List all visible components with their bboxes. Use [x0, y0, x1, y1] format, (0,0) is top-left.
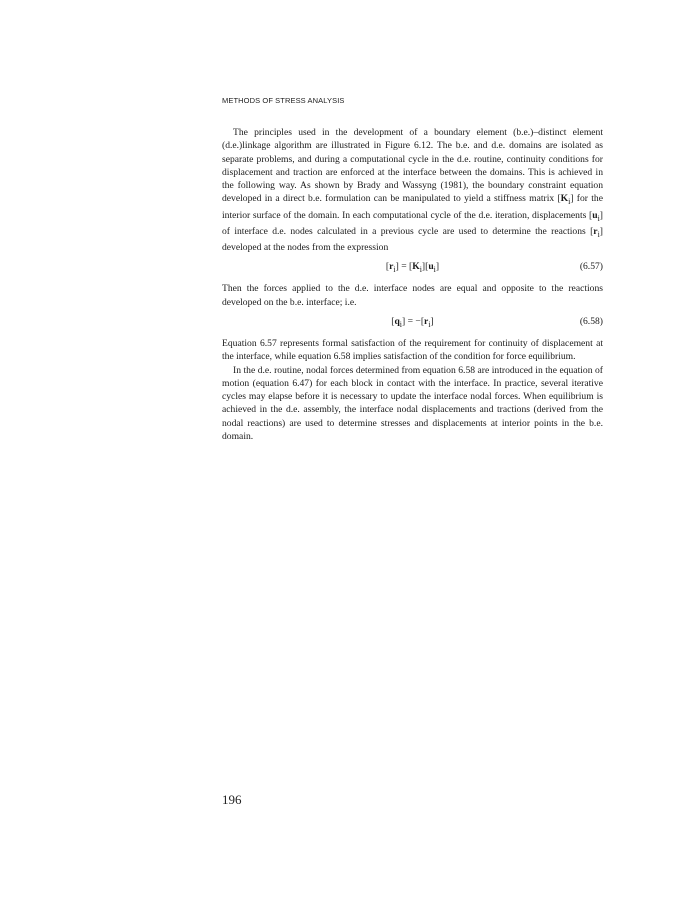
page-number: 196 [222, 792, 242, 807]
paragraph-de-routine: In the d.e. routine, nodal forces determined from equation 6.58 are introduced in the equation of motion (equation 6.47) for each block in contact with the interface. In practice, several iterative cycles may elapse before it is necessary to update the interface nodal forces. When equilibrium is achieved in the d.e. assembly, the interface nodal displacements and tractions (derived from the nodal reactions) are used to determine stresses and displacements at interior points in the b.e. domain. [222, 364, 603, 443]
equation-number: (6.57) [579, 261, 603, 273]
equation-number: (6.58) [579, 315, 603, 327]
paragraph-continuity: Equation 6.57 represents formal satisfaction of the requirement for continuity of displacement at the interface, while equation 6.58 implies satisfaction of the condition for force equilibrium. [222, 337, 603, 363]
equation-6-57 [222, 260, 603, 274]
equation-body: $[r_i] = [K_i][u_i]$ [385, 261, 440, 275]
equation-body: $[q_i] = -[r_i]$ [391, 315, 434, 329]
equation-6-58 [222, 315, 603, 329]
body-text [222, 126, 603, 443]
vector-u-symbol: u [592, 209, 598, 221]
paragraph-forces: Then the forces applied to the d.e. interface nodes are equal and opposite to the reactions developed on the b.e. interface; i.e. [222, 283, 603, 308]
matrix-k-symbol: K [560, 193, 569, 205]
paragraph-linkage-principles: The principles used in the development of a boundary element (b.e.)–distinct element (d.e.)linkage algorithm are illustrated in Figure 6.12. The b.e. and d.e. domains are isolated as separate problems, and during a computational cycle in the d.e. routine, continuity conditions for displacement and traction are enforced at the interface between the domains. This is achieved in the following way. As shown by Brady and Wassyng (1981), the boundary constraint equation developed in a direct b.e. formulation can be manipulated to yield a stiffness matrix $[K_i]$ for the interior surface of the domain. In each computational cycle of the d.e. iteration, displacements $[u_i]$ of interface d.e. nodes calculated in a previous cycle are used to determine the reactions $[r_i]$ developed at the nodes from the expression [222, 127, 603, 254]
running-head: METHODS OF STRESS ANALYSIS [222, 96, 345, 105]
vector-r-symbol: r [593, 225, 598, 237]
